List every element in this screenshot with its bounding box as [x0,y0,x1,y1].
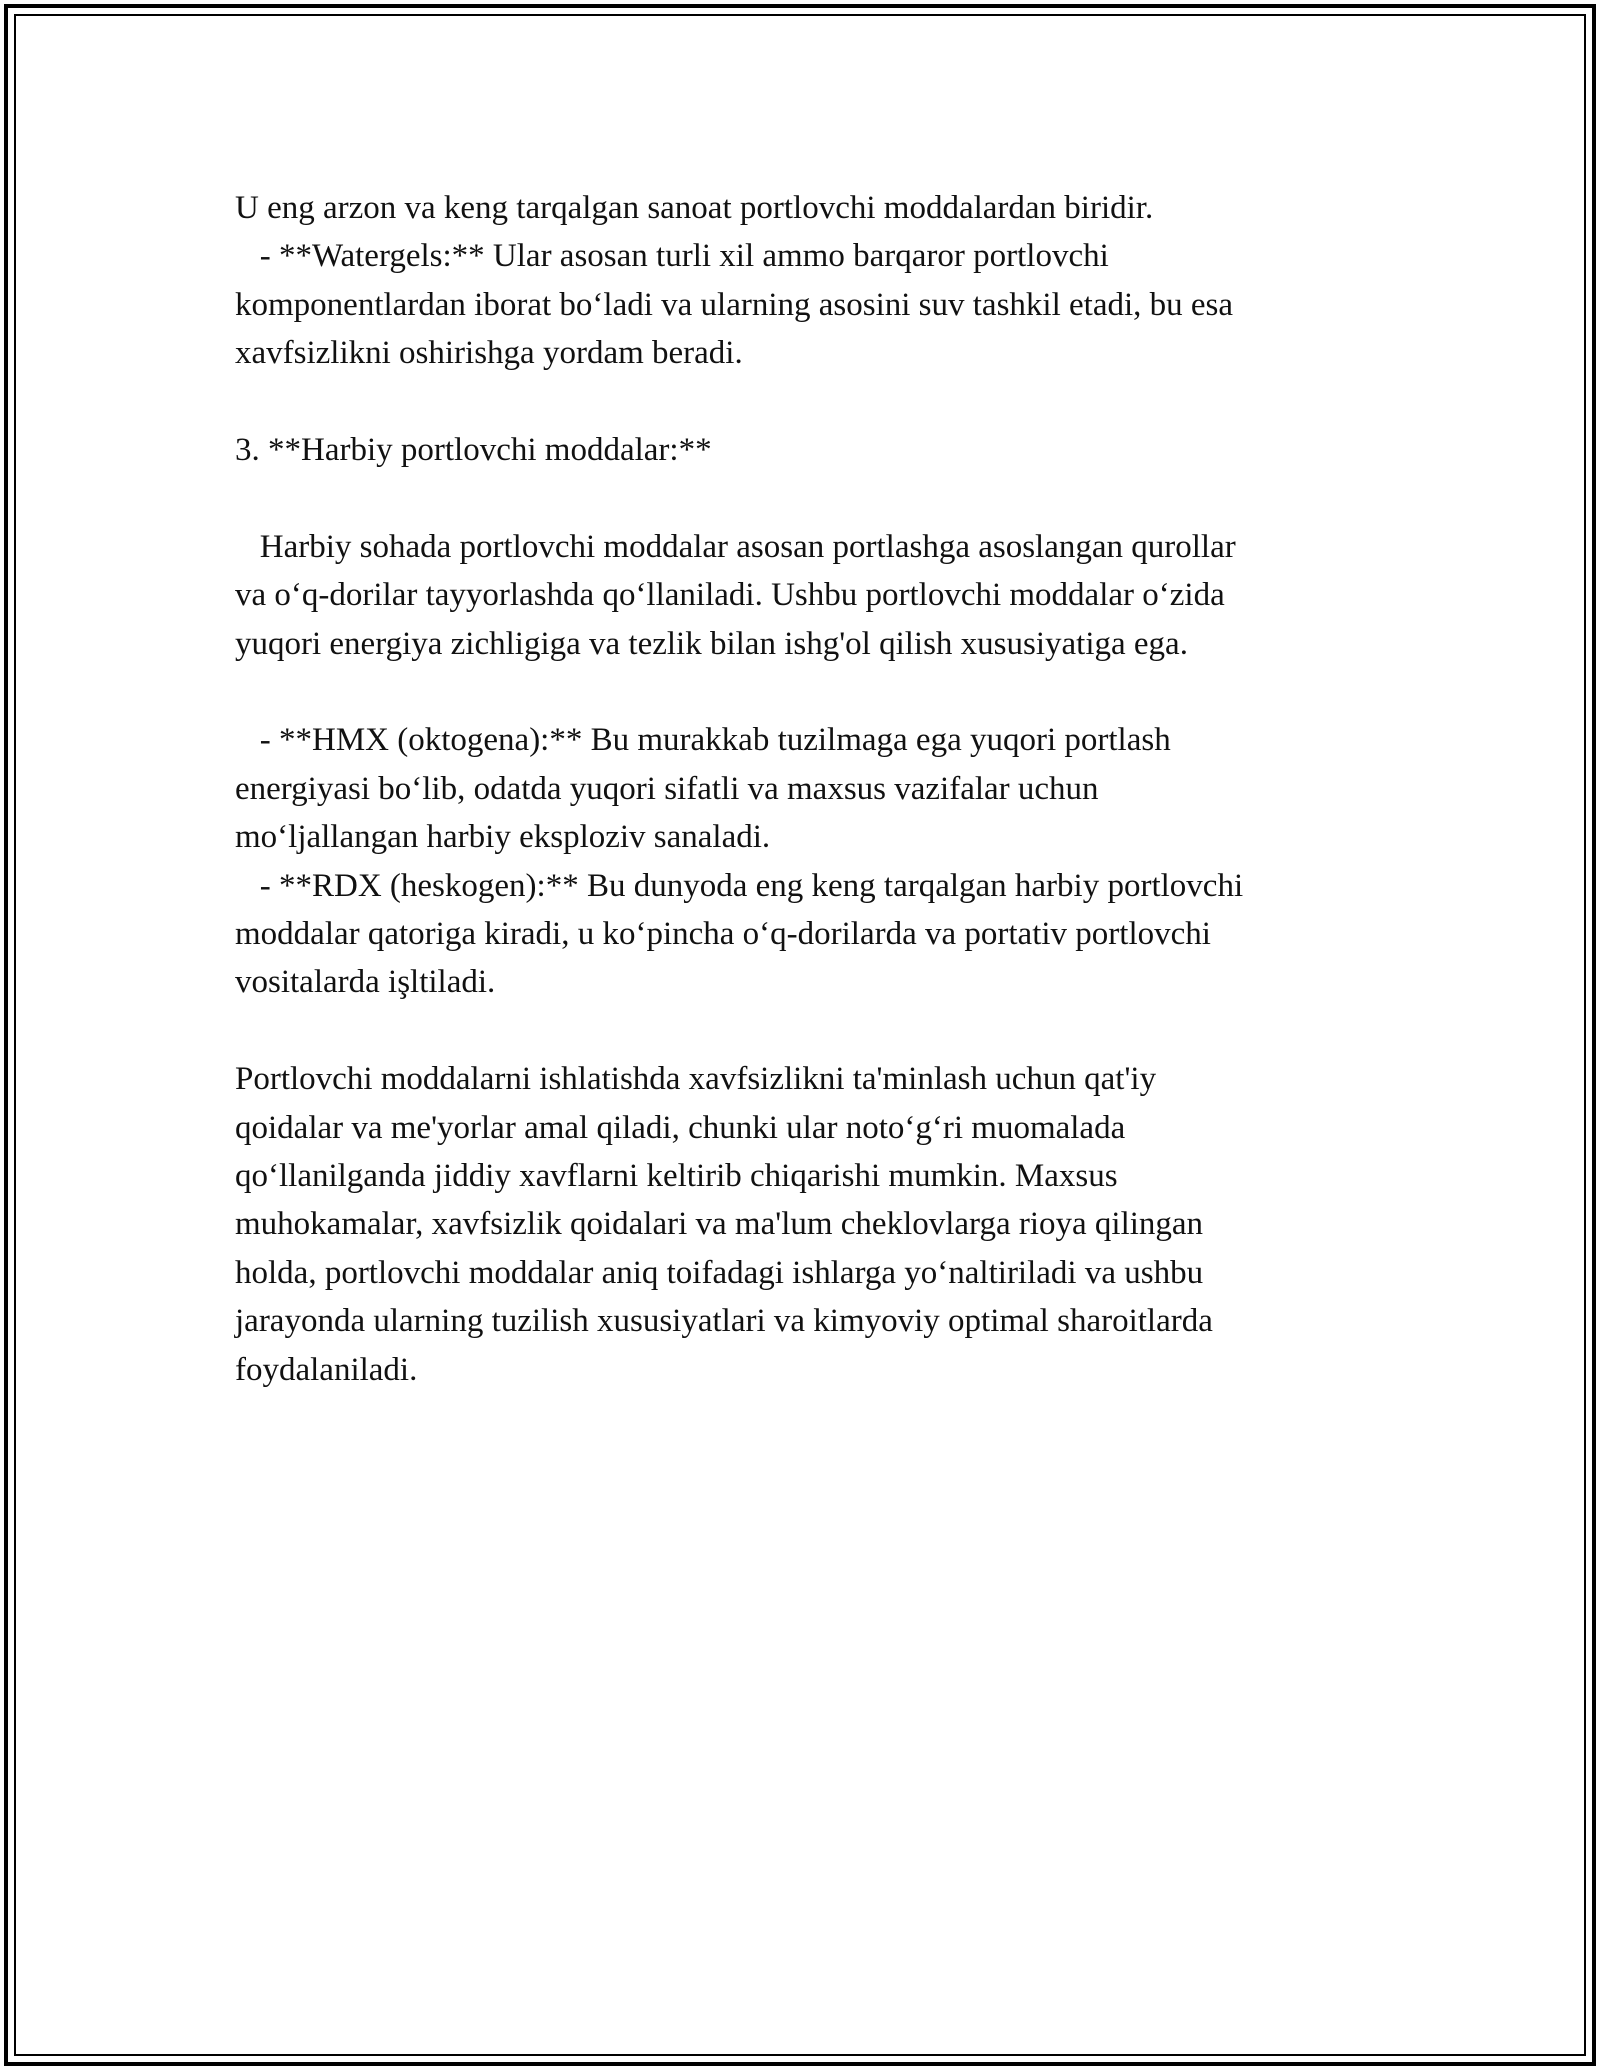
text-line: energiyasi bo‘lib, odatda yuqori sifatli va maxsus vazifalar uchun [235,770,1099,807]
text-line: qo‘llanilganda jiddiy xavflarni keltirib chiqarishi mumkin. Maxsus [235,1158,1118,1195]
blank-line [235,474,1395,522]
text-line: holda, portlovchi moddalar aniq toifadagi ishlarga yo‘naltiriladi va ushbu [235,1254,1204,1291]
section-heading: 3. **Harbiy portlovchi moddalar:** [235,432,712,469]
text-line: va o‘q-dorilar tayyorlashda qo‘llaniladi. Ushbu portlovchi moddalar o‘zida [235,577,1225,614]
text-line: yuqori energiya zichligiga va tezlik bilan ishg'ol qilish xususiyatiga ega. [235,625,1188,662]
text-line: Portlovchi moddalarni ishlatishda xavfsizlikni ta'minlash uchun qat'iy [235,1061,1157,1098]
text-line: Harbiy sohada portlovchi moddalar asosan portlashga asoslangan qurollar [235,528,1236,565]
text-line: - **Watergels:** Ular asosan turli xil ammo barqaror portlovchi [235,238,1109,275]
text-line: foydalaniladi. [235,1351,418,1388]
text-line: - **HMX (oktogena):** Bu murakkab tuzilmaga ega yuqori portlash [235,722,1171,759]
text-line: komponentlardan iborat bo‘ladi va ularning asosini suv tashkil etadi, bu esa [235,286,1234,323]
blank-line [235,1007,1395,1055]
text-line: muhokamalar, xavfsizlik qoidalari va ma'lum cheklovlarga rioya qilingan [235,1206,1204,1243]
blank-line [235,668,1395,716]
text-line: U eng arzon va keng tarqalgan sanoat portlovchi moddalardan biridir. [235,190,1154,226]
text-line: xavfsizlikni oshirishga yordam beradi. [235,335,743,372]
text-line: - **RDX (heskogen):** Bu dunyoda eng keng tarqalgan harbiy portlovchi [235,867,1244,904]
blank-line [235,378,1395,426]
text-line: jarayonda ularning tuzilish xususiyatlari va kimyoviy optimal sharoitlarda [235,1303,1213,1340]
text-line: mo‘ljallangan harbiy eksploziv sanaladi. [235,819,771,856]
document-body [235,184,1395,1394]
text-line: moddalar qatoriga kiradi, u ko‘pincha o‘q-dorilarda va portativ portlovchi [235,916,1211,953]
text-line: vositalarda işltiladi. [235,964,496,1001]
text-line: qoidalar va me'yorlar amal qiladi, chunki ular noto‘g‘ri muomalada [235,1109,1126,1146]
